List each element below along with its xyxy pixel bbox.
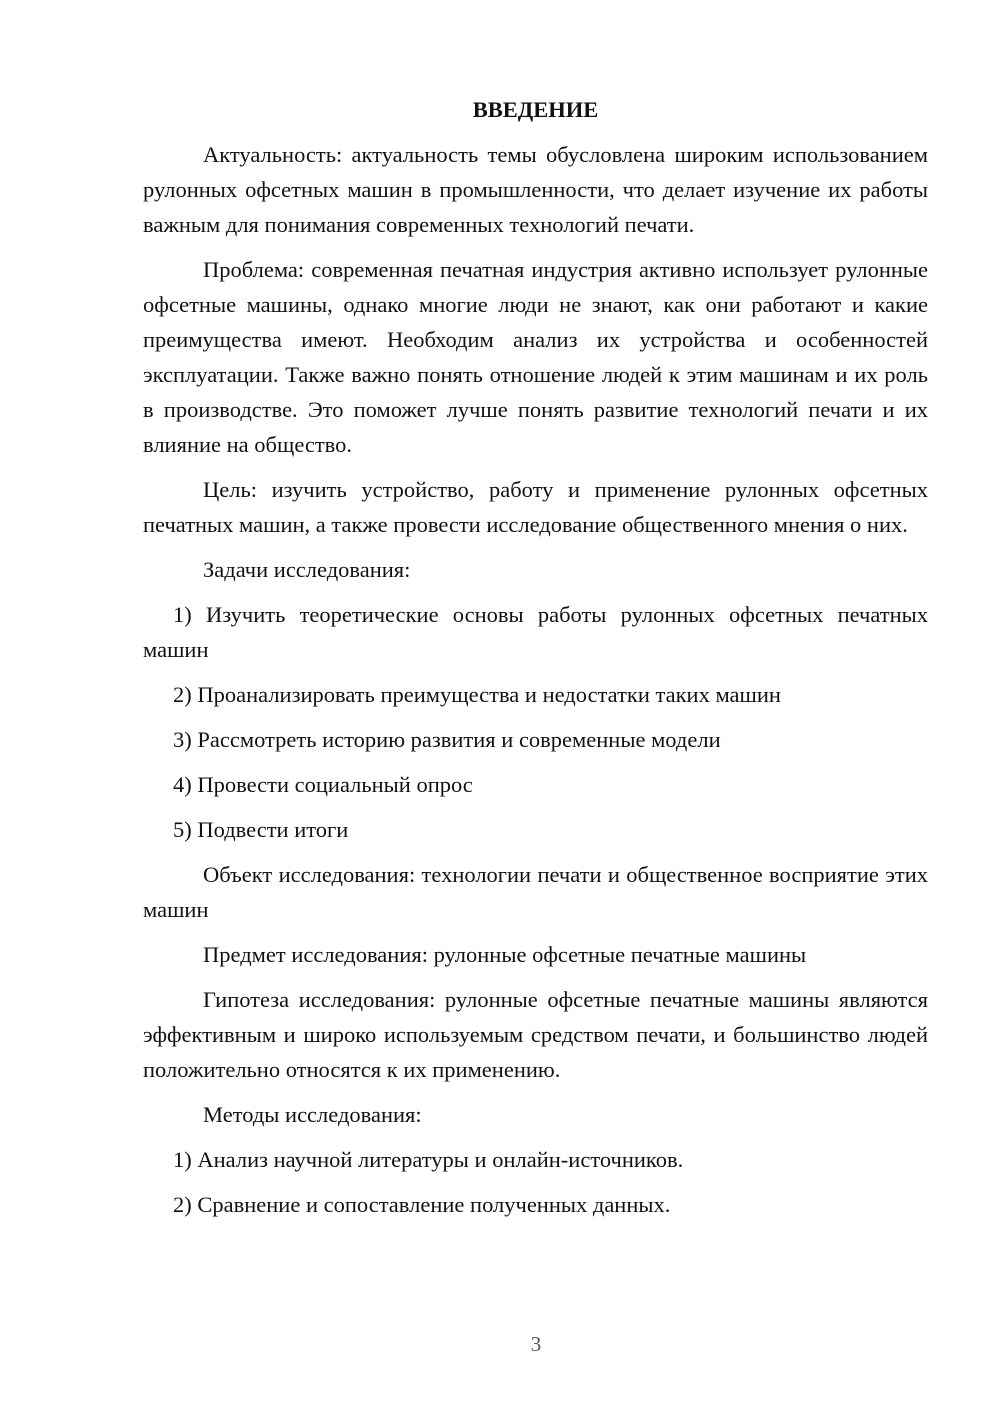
task-item-2: 2) Проанализировать преимущества и недостатки таких машин (173, 682, 781, 707)
method-item-2: 2) Сравнение и сопоставление полученных данных. (173, 1192, 671, 1217)
goal-paragraph: Цель: изучить устройство, работу и применение рулонных офсетных печатных машин, а также провести исследование общественного мнения о них. (143, 477, 928, 537)
relevance-paragraph: Актуальность: актуальность темы обусловлена широким использованием рулонных офсетных машин в промышленности, что делает изучение их работы важным для понимания современных технологий печати. (143, 142, 928, 237)
task-item-5: 5) Подвести итоги (173, 817, 349, 842)
page-title: ВВЕДЕНИЕ (472, 97, 599, 122)
task-item-1: 1) Изучить теоретические основы работы рулонных офсетных печатных машин (143, 602, 928, 662)
methods-heading: Методы исследования: (203, 1102, 422, 1127)
task-item-4: 4) Провести социальный опрос (173, 772, 473, 797)
tasks-heading: Задачи исследования: (203, 557, 411, 582)
method-item-1: 1) Анализ научной литературы и онлайн-источников. (173, 1147, 684, 1172)
subject-paragraph: Предмет исследования: рулонные офсетные печатные машины (203, 942, 807, 967)
task-item-3: 3) Рассмотреть историю развития и современные модели (173, 727, 721, 752)
page-content (143, 92, 928, 1232)
problem-paragraph: Проблема: современная печатная индустрия активно использует рулонные офсетные машины, однако многие люди не знают, как они работают и какие преимущества имеют. Необходим анализ их устройства и особенностей эксплуатации. Также важно понять отношение людей к этим машинам и их роль в производстве. Это поможет лучше понять развитие технологий печати и их влияние на общество. (143, 257, 928, 457)
page-number: 3 (530, 1332, 542, 1356)
hypothesis-paragraph: Гипотеза исследования: рулонные офсетные печатные машины являются эффективным и широко используемым средством печати, и большинство людей положительно относятся к их применению. (143, 987, 928, 1082)
object-paragraph: Объект исследования: технологии печати и общественное восприятие этих машин (143, 862, 928, 922)
